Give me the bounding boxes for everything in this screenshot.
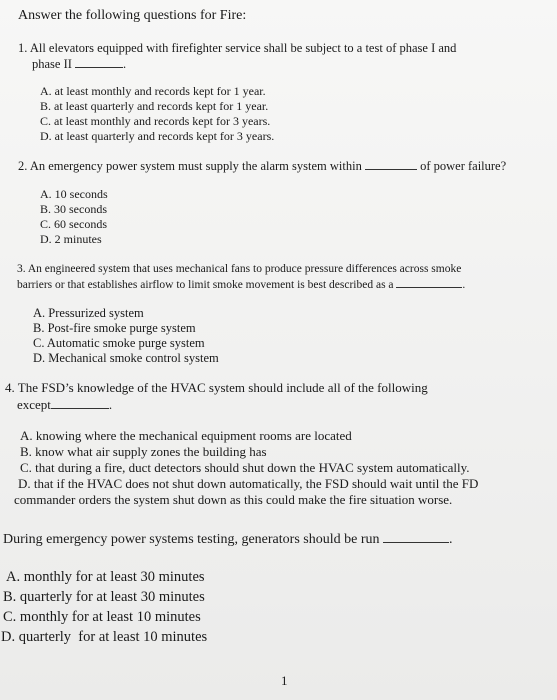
question-1-option-c: C. at least monthly and records kept for 3 years.: [40, 114, 271, 128]
question-4-option-d-continued: commander orders the system shut down as this could make the fire situation worse.: [14, 492, 453, 507]
question-4-option-a: A. knowing where the mechanical equipment rooms are located: [20, 428, 352, 443]
question-4-text-line-2: except: [17, 397, 51, 412]
question-4-line-2: [17, 397, 112, 413]
question-2-text-before: An emergency power system must supply the alarm system within: [29, 159, 362, 173]
question-4-text-line-1: The FSD’s knowledge of the HVAC system should include all of the following: [17, 380, 428, 395]
question-2-option-b: B. 30 seconds: [40, 202, 107, 216]
question-2-line-1: [18, 158, 506, 174]
question-3-option-d: D. Mechanical smoke control system: [33, 351, 219, 365]
question-4-tail: .: [108, 397, 113, 412]
question-3-option-c: C. Automatic smoke purge system: [33, 336, 205, 350]
question-5-line-1: [3, 531, 453, 549]
question-1-number: 1.: [18, 41, 28, 55]
question-4-option-b: B. know what air supply zones the building has: [20, 444, 267, 459]
question-3-text-line-1: An engineered system that uses mechanical fans to produce pressure differences across smoke: [27, 263, 462, 275]
question-3-line-1: [17, 261, 461, 277]
question-5-option-a: A. monthly for at least 30 minutes: [6, 569, 205, 585]
answer-blank: [365, 158, 417, 170]
question-2-option-d: D. 2 minutes: [40, 232, 102, 246]
question-2-option-c: C. 60 seconds: [40, 217, 107, 231]
answer-blank: [75, 56, 123, 68]
answer-blank: [383, 531, 449, 543]
question-1-line-1: [18, 40, 456, 56]
question-4-option-d: D. that if the HVAC does not shut down automatically, the FSD should wait until the FD: [18, 476, 479, 491]
question-5-option-d: D. quarterly for at least 10 minutes: [1, 629, 208, 645]
question-4-line-1: [5, 380, 428, 396]
answer-blank: [396, 276, 462, 288]
question-1-option-a: A. at least monthly and records kept for 1 year.: [40, 84, 266, 98]
question-4-number: 4.: [5, 380, 15, 395]
question-2-number: 2.: [18, 159, 28, 173]
question-3-option-a: A. Pressurized system: [33, 306, 144, 320]
question-1-text-line-1: All elevators equipped with firefighter service shall be subject to a test of phase I and: [29, 41, 457, 55]
answer-blank: [51, 397, 109, 409]
question-4-option-c: C. that during a fire, duct detectors should shut down the HVAC system automatically.: [20, 460, 470, 475]
question-2-text-after: of power failure?: [420, 159, 507, 173]
question-3-text-line-2: barriers or that establishes airflow to limit smoke movement is best described as a: [17, 279, 394, 291]
question-5-option-c: C. monthly for at least 10 minutes: [3, 609, 201, 625]
question-1-tail: .: [123, 57, 127, 71]
question-3-line-2: [17, 276, 465, 293]
question-3-tail: .: [462, 279, 466, 291]
question-2-option-a: A. 10 seconds: [40, 187, 108, 201]
question-5-text: During emergency power systems testing, generators should be run: [3, 532, 380, 547]
question-1-text-line-2: phase II: [32, 57, 72, 71]
page-title: Answer the following questions for Fire:: [18, 8, 247, 23]
question-1-option-d: D. at least quarterly and records kept for 3 years.: [40, 129, 275, 143]
question-3-option-b: B. Post-fire smoke purge system: [33, 321, 196, 335]
question-1-option-b: B. at least quarterly and records kept for 1 year.: [40, 99, 269, 113]
question-5-option-b: B. quarterly for at least 30 minutes: [3, 589, 205, 605]
question-1-line-2: [32, 56, 126, 72]
question-5-tail: .: [449, 532, 453, 547]
page-number: 1: [281, 673, 288, 688]
question-3-number: 3.: [17, 263, 26, 275]
